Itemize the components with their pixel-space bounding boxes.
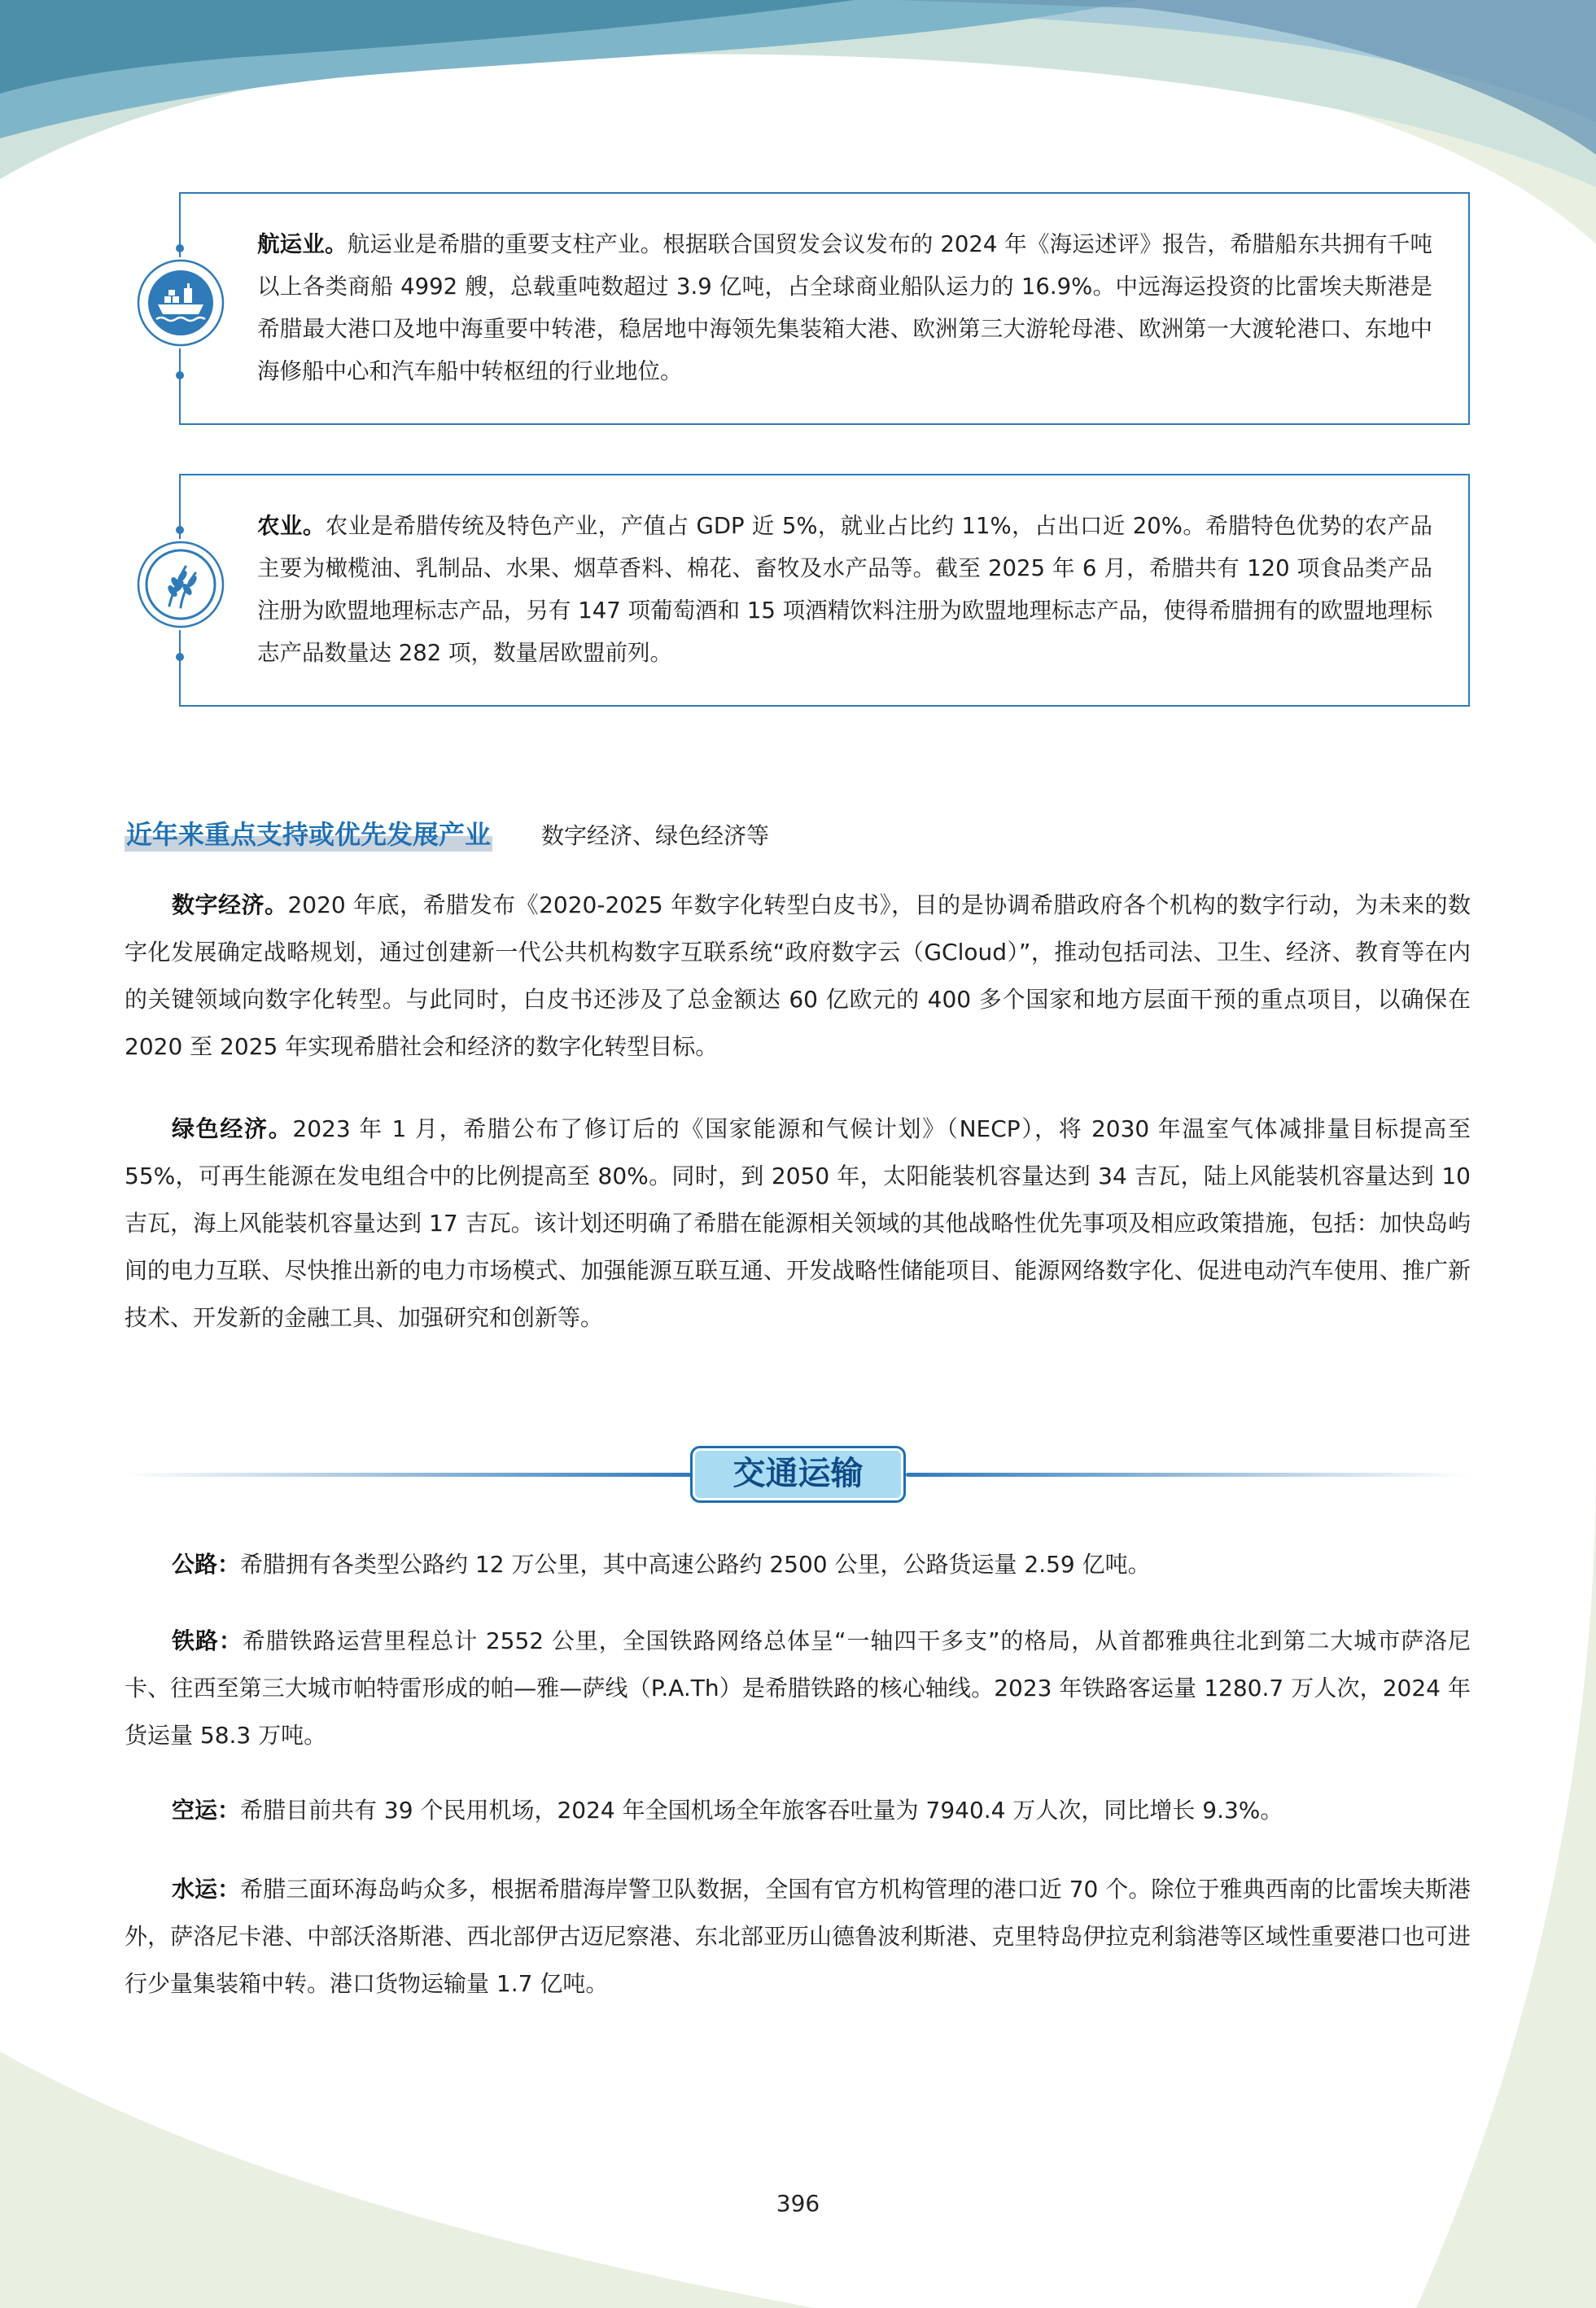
shipping-heading: 航运业。	[257, 231, 348, 257]
shipping-callout	[179, 192, 1470, 425]
shipping-body: 航运业是希腊的重要支柱产业。根据联合国贸发会议发布的 2024 年《海运述评》报告，希腊船东共拥有千吨以上各类商船 4992 艘，总载重吨数超过 3.9 亿吨，占全球商业船队运力的 16.9%。中远海运投资的比雷埃夫斯港是希腊最大港口及地中海重要中转港，稳居地中海领先集装箱大港、欧洲第三大游轮母港、欧洲第一大渡轮港口、东地中海修船中心和汽车船中转枢纽的行业地位。	[257, 231, 1433, 384]
rail-body: 希腊铁路运营里程总计 2552 公里，全国铁路网络总体呈“一轴四干多支”的格局，从首都雅典往北到第二大城市萨洛尼卡、往西至第三大城市帕特雷形成的帕—雅—萨线（P.A.Th）是希腊铁路的核心轴线。2023 年铁路客运量 1280.7 万人次，2024 年货运量 58.3 万吨。	[125, 1627, 1471, 1749]
section-subtitle: 数字经济、绿色经济等	[541, 822, 770, 849]
road-body: 希腊拥有各类型公路约 12 万公里，其中高速公路约 2500 公里，公路货运量 2.59 亿吨。	[240, 1551, 1151, 1578]
shipping-text	[257, 223, 1432, 392]
air-heading: 空运：	[172, 1797, 241, 1824]
connector-dot	[176, 526, 184, 534]
agriculture-heading: 农业。	[257, 513, 326, 539]
connector-dot	[176, 653, 184, 661]
water-body: 希腊三面环海岛屿众多，根据希腊海岸警卫队数据，全国有官方机构管理的港口近 70 个。除位于雅典西南的比雷埃夫斯港外，萨洛尼卡港、中部沃洛斯港、西北部伊古迈尼察港、东北部亚历山德鲁波利斯港、克里特岛伊拉克利翁港等区域性重要港口也可进行少量集装箱中转。港口货物运输量 1.7 亿吨。	[125, 1876, 1471, 1997]
digital-economy-paragraph	[125, 882, 1471, 1071]
industries-section-header	[125, 817, 769, 852]
banner-line-left	[125, 1473, 692, 1477]
cargo-ship-icon	[135, 257, 226, 348]
page-number: 396	[776, 2190, 820, 2217]
banner-line-right	[906, 1473, 1471, 1477]
agriculture-body: 农业是希腊传统及特色产业，产值占 GDP 近 5%，就业占比约 11%，占出口近 20%。希腊特色优势的农产品主要为橄榄油、乳制品、水果、烟草香料、棉花、畜牧及水产品等。截至 2025 年 6 月，希腊共有 120 项食品类产品注册为欧盟地理标志产品，另有 147 项葡萄酒和 15 项酒精饮料注册为欧盟地理标志产品，使得希腊拥有的欧盟地理标志产品数量达 282 项，数量居欧盟前列。	[257, 513, 1432, 666]
connector-dot	[176, 244, 184, 252]
section-title: 近年来重点支持或优先发展产业	[126, 819, 492, 850]
green-heading: 绿色经济。	[172, 1115, 293, 1142]
transport-banner: 交通运输	[690, 1446, 906, 1503]
air-paragraph	[125, 1787, 1471, 1834]
digital-heading: 数字经济。	[172, 891, 288, 918]
wheat-icon	[135, 539, 226, 630]
rail-paragraph	[125, 1618, 1471, 1759]
water-paragraph	[125, 1866, 1471, 2008]
digital-body: 2020 年底，希腊发布《2020-2025 年数字化转型白皮书》，目的是协调希腊政府各个机构的数字行动，为未来的数字化发展确定战略规划，通过创建新一代公共机构数字互联系统“政府数字云（GCloud）”，推动包括司法、卫生、经济、教育等在内的关键领域向数字化转型。与此同时，白皮书还涉及了总金额达 60 亿欧元的 400 多个国家和地方层面干预的重点项目，以确保在 2020 至 2025 年实现希腊社会和经济的数字化转型目标。	[125, 891, 1471, 1060]
agriculture-callout	[179, 474, 1470, 707]
agriculture-text	[257, 505, 1432, 674]
air-body: 希腊目前共有 39 个民用机场，2024 年全国机场全年旅客吞吐量为 7940.4 万人次，同比增长 9.3%。	[240, 1797, 1283, 1824]
green-economy-paragraph	[125, 1106, 1471, 1342]
road-heading: 公路：	[172, 1551, 241, 1578]
rail-heading: 铁路：	[172, 1627, 243, 1654]
water-heading: 水运：	[172, 1876, 241, 1903]
road-paragraph	[125, 1541, 1471, 1588]
connector-dot	[176, 371, 184, 379]
green-body: 2023 年 1 月，希腊公布了修订后的《国家能源和气候计划》（NECP），将 2030 年温室气体减排量目标提高至 55%，可再生能源在发电组合中的比例提高至 80%。同时，到 2050 年，太阳能装机容量达到 34 吉瓦，陆上风能装机容量达到 10 吉瓦，海上风能装机容量达到 17 吉瓦。该计划还明确了希腊在能源相关领域的其他战略性优先事项及相应政策措施，包括：加快岛屿间的电力互联、尽快推出新的电力市场模式、加强能源互联互通、开发战略性储能项目、能源网络数字化、促进电动汽车使用、推广新技术、开发新的金融工具、加强研究和创新等。	[125, 1115, 1471, 1331]
